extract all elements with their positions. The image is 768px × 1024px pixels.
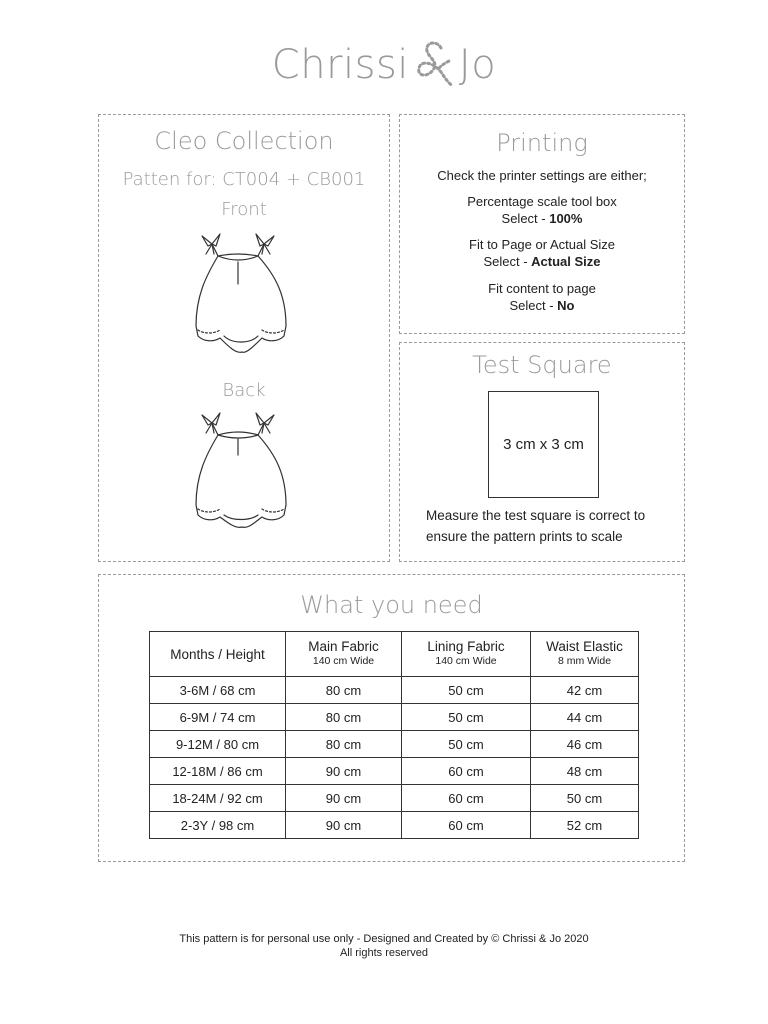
romper-back-illustration <box>184 405 298 541</box>
printing-intro: Check the printer settings are either; <box>437 168 647 183</box>
cell-main-fabric: 90 cm <box>286 812 402 839</box>
cell-size: 3-6M / 68 cm <box>150 677 286 704</box>
footer-copyright: This pattern is for personal use only - Designed and Created by © Chrissi & Jo 2020 <box>179 933 589 945</box>
header-sublabel: 140 cm Wide <box>435 655 497 667</box>
cell-waist-elastic: 44 cm <box>531 704 639 731</box>
table-row <box>150 731 639 758</box>
header-sublabel: 8 mm Wide <box>557 655 612 667</box>
cell-size: 18-24M / 92 cm <box>150 785 286 812</box>
cell-lining-fabric: 50 cm <box>402 704 531 731</box>
table-row <box>150 812 639 839</box>
table-row <box>150 758 639 785</box>
test-square-panel <box>399 342 685 562</box>
test-square-note <box>426 505 645 547</box>
test-square-note-line2: ensure the pattern prints to scale <box>426 529 623 544</box>
header-label: Lining Fabric <box>427 639 505 654</box>
cell-lining-fabric: 60 cm <box>402 785 531 812</box>
cell-size: 6-9M / 74 cm <box>150 704 286 731</box>
cell-size: 12-18M / 86 cm <box>150 758 286 785</box>
brand-name-left: Chrissi <box>271 42 409 88</box>
table-row <box>150 785 639 812</box>
header-label: Waist Elastic <box>546 639 623 654</box>
table-row <box>150 704 639 731</box>
cell-main-fabric: 80 cm <box>286 677 402 704</box>
cell-lining-fabric: 60 cm <box>402 812 531 839</box>
materials-title: What you need <box>300 591 483 619</box>
cell-main-fabric: 90 cm <box>286 785 402 812</box>
select-value: No <box>557 298 575 313</box>
cell-waist-elastic: 50 cm <box>531 785 639 812</box>
header-label: Main Fabric <box>308 639 379 654</box>
printing-option-fit <box>400 236 684 270</box>
test-square-label: 3 cm x 3 cm <box>503 436 584 453</box>
cell-waist-elastic: 42 cm <box>531 677 639 704</box>
test-square-note-line1: Measure the test square is correct to <box>426 508 646 523</box>
brand-name-right: Jo <box>458 42 497 88</box>
printing-panel <box>399 114 685 334</box>
cell-size: 2-3Y / 98 cm <box>150 812 286 839</box>
footer <box>0 932 768 960</box>
printing-option-fit-select <box>400 253 684 270</box>
header-waist-elastic <box>531 632 639 677</box>
ampersand-dotted-icon <box>411 38 457 90</box>
printing-option-scale-select <box>400 210 684 227</box>
printing-option-content <box>400 280 684 314</box>
cell-size: 9-12M / 80 cm <box>150 731 286 758</box>
header-label: Months / Height <box>170 646 265 662</box>
cell-lining-fabric: 50 cm <box>402 731 531 758</box>
cell-waist-elastic: 46 cm <box>531 731 639 758</box>
printing-option-content-select <box>400 297 684 314</box>
header-lining-fabric <box>402 632 531 677</box>
back-label: Back <box>222 380 266 401</box>
cell-main-fabric: 90 cm <box>286 758 402 785</box>
select-value: 100% <box>549 211 583 226</box>
cell-waist-elastic: 48 cm <box>531 758 639 785</box>
select-prefix: Select - <box>501 211 550 226</box>
collection-title: Cleo Collection <box>154 127 334 155</box>
cell-lining-fabric: 60 cm <box>402 758 531 785</box>
select-prefix: Select - <box>483 254 532 269</box>
header-size <box>150 632 286 677</box>
cell-waist-elastic: 52 cm <box>531 812 639 839</box>
test-square-title: Test Square <box>472 351 612 379</box>
cell-lining-fabric: 50 cm <box>402 677 531 704</box>
cell-main-fabric: 80 cm <box>286 731 402 758</box>
select-value: Actual Size <box>531 254 601 269</box>
pattern-codes: Patten for: CT004 + CB001 <box>122 169 366 190</box>
brand-logo <box>0 38 768 90</box>
printing-option-scale <box>400 193 684 227</box>
printing-option-scale-label: Percentage scale tool box <box>467 194 617 209</box>
printing-option-fit-label: Fit to Page or Actual Size <box>469 237 615 252</box>
romper-front-illustration <box>184 226 298 362</box>
table-row <box>150 677 639 704</box>
table-header-row <box>150 632 639 677</box>
select-prefix: Select - <box>509 298 558 313</box>
test-square <box>488 391 599 498</box>
front-label: Front <box>221 199 267 220</box>
printing-title: Printing <box>496 129 588 157</box>
cell-main-fabric: 80 cm <box>286 704 402 731</box>
printing-option-content-label: Fit content to page <box>488 281 596 296</box>
header-main-fabric <box>286 632 402 677</box>
header-sublabel: 140 cm Wide <box>312 655 375 667</box>
materials-table <box>149 631 639 839</box>
footer-rights: All rights reserved <box>339 947 429 959</box>
